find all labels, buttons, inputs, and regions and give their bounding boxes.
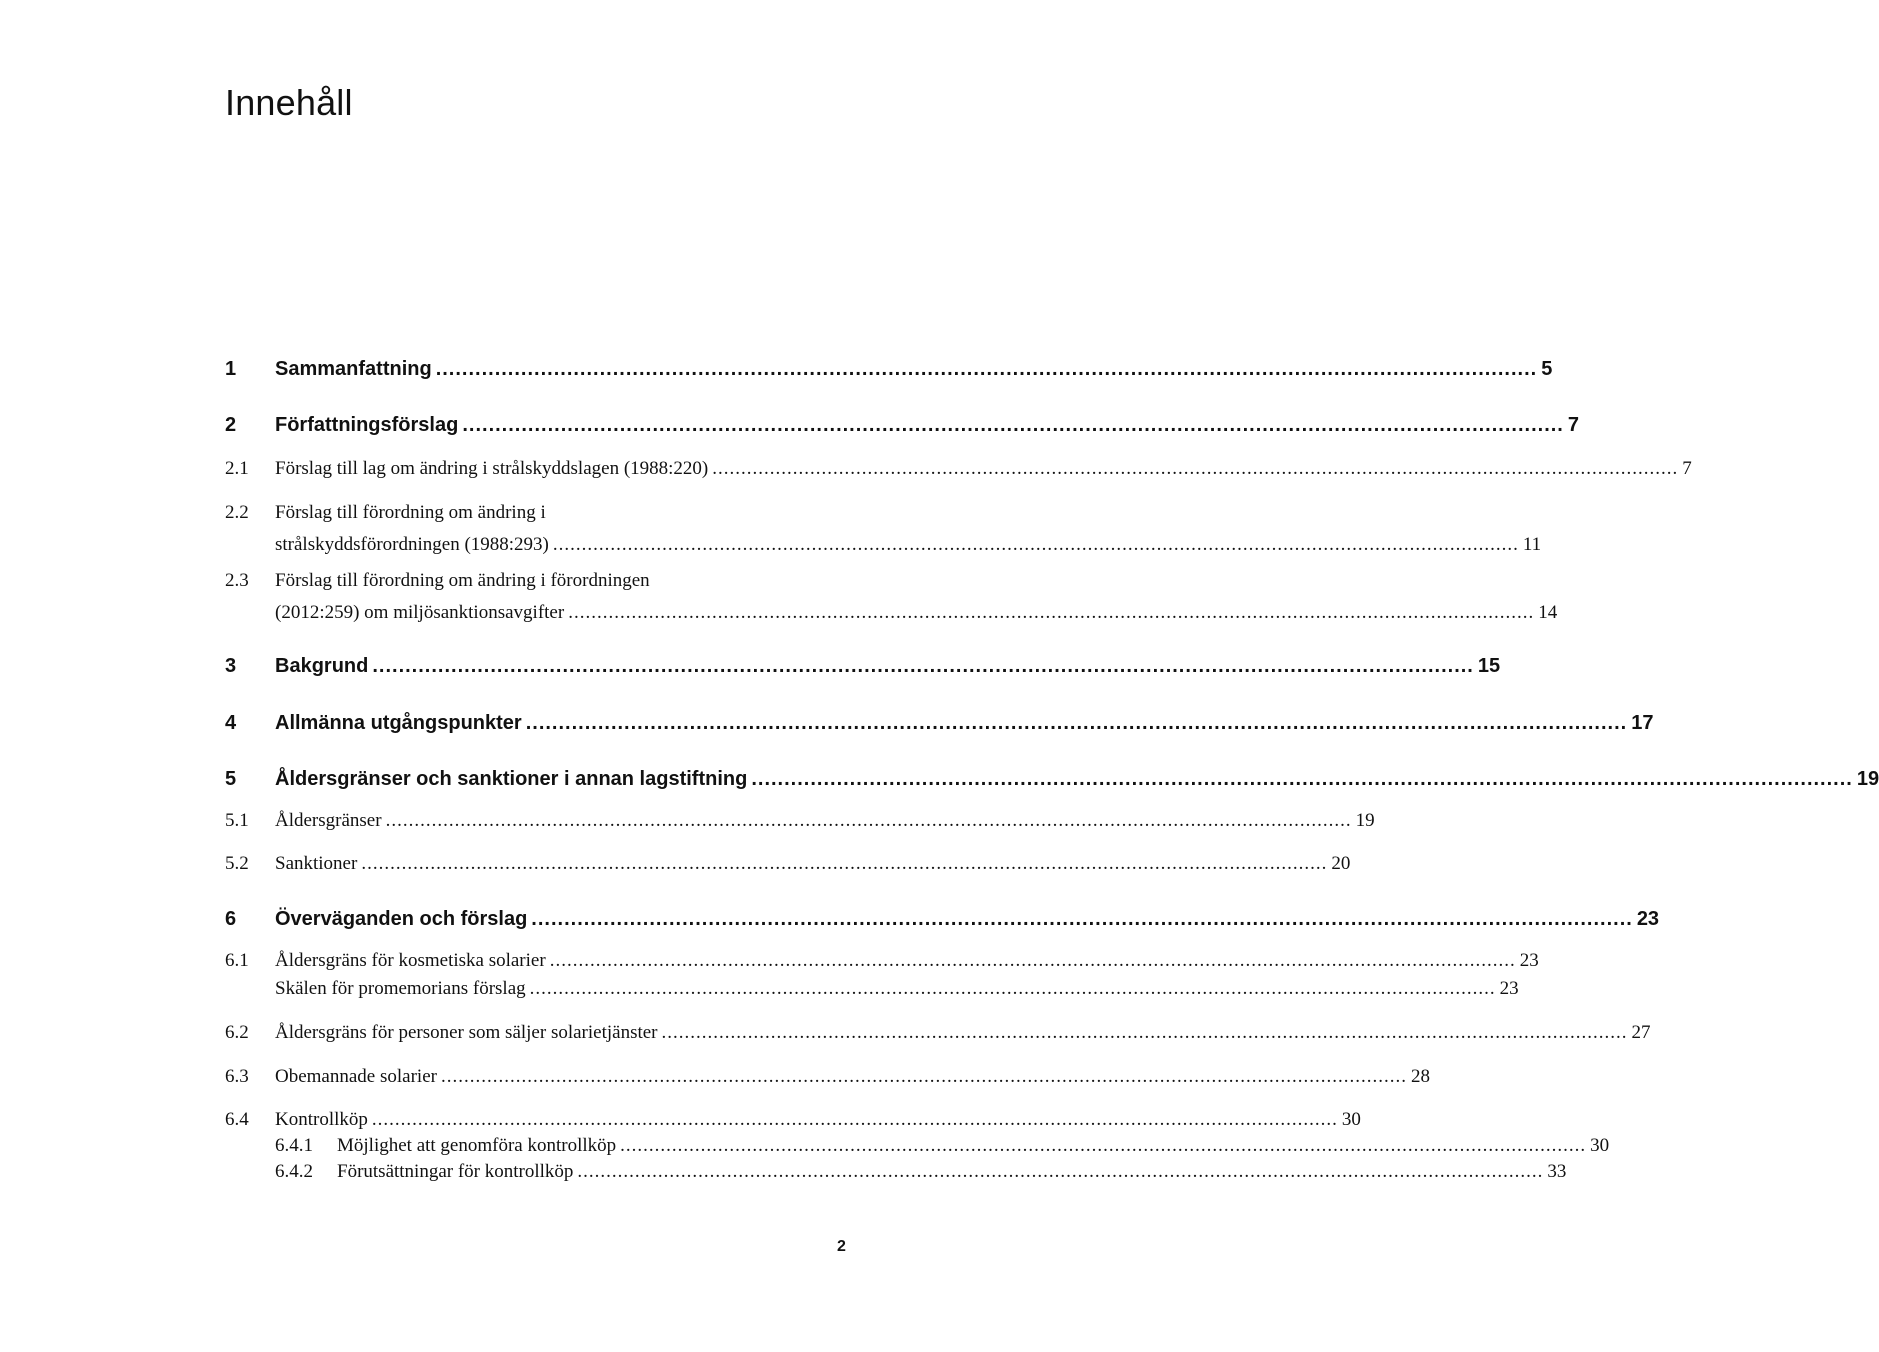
toc-chapter-3[interactable] [225,655,1501,689]
toc-leader: ........................................................................................................................................................................ [661,1022,1628,1043]
toc-page: 23 [1499,978,1519,999]
toc-label: Allmänna utgångspunkter [275,712,522,734]
toc-section-5-2[interactable] [225,853,1351,887]
toc-label: Åldersgränser och sanktioner i annan lagstiftning [275,768,748,790]
toc-number: 2.2 [225,502,249,523]
toc-page: 7 [1682,458,1692,479]
toc-leader: ........................................................................................................................................................................ [440,1066,1407,1087]
toc-page: 14 [1538,602,1558,623]
toc-number: 6.2 [225,1022,249,1043]
toc-label: Obemannade solarier [275,1066,437,1087]
toc-leader: ........................................................................................................................................................................ [525,712,1628,734]
toc-label: Åldersgräns för kosmetiska solarier [275,950,546,971]
toc-label: Författningsförslag [275,414,459,436]
toc-number: 5 [225,768,237,790]
toc-leader: ........................................................................................................................................................................ [568,602,1535,623]
toc-chapter-6[interactable] [225,908,1660,942]
toc-label: Åldersgränser [275,810,382,831]
toc-chapter-2[interactable] [225,414,1579,448]
toc-subheading-skalen[interactable] [225,978,1519,1012]
toc-page: 17 [1631,712,1654,734]
toc-leader: ........................................................................................................................................................................ [435,358,1538,380]
toc-number: 5.2 [225,853,249,874]
toc-leader: ........................................................................................................................................................................ [529,978,1496,999]
toc-page: 23 [1519,950,1539,971]
toc-label: Sammanfattning [275,358,432,380]
toc-chapter-4[interactable] [225,712,1654,746]
toc-page: 28 [1410,1066,1430,1087]
toc-section-2-3[interactable] [225,570,1558,636]
toc-number: 6.4 [225,1109,249,1130]
toc-section-2-2[interactable] [225,502,1542,568]
toc-label: Överväganden och förslag [275,908,528,930]
toc-page: 15 [1477,655,1501,677]
toc-leader: ........................................................................................................................................................................ [549,950,1516,971]
toc-label: Bakgrund [275,655,369,677]
toc-leader: ........................................................................................................................................................................ [531,908,1633,930]
toc-page: 30 [1590,1135,1610,1156]
toc-page: 19 [1355,810,1375,831]
toc-label: Förslag till lag om ändring i strålskyddslagen (1988:220) [275,458,709,479]
toc-number: 6.3 [225,1066,249,1087]
toc-leader: ........................................................................................................................................................................ [577,1161,1544,1182]
toc-chapter-1[interactable] [225,358,1553,392]
toc-leader: ........................................................................................................................................................................ [712,458,1679,479]
toc-leader: ........................................................................................................................................................................ [361,853,1328,874]
toc-page: 23 [1636,908,1660,930]
toc-number: 4 [225,712,237,734]
page-title: Innehåll [225,82,353,123]
toc-page: 11 [1522,534,1542,555]
toc-label: Sanktioner [275,853,358,874]
toc-number: 1 [225,358,237,380]
toc-section-5-1[interactable] [225,810,1375,844]
toc-number: 6.4.1 [275,1135,313,1156]
toc-label-line-1: Förslag till förordning om ändring i [275,502,546,523]
toc-leader: ........................................................................................................................................................................ [371,1109,1338,1130]
table-of-contents [225,0,1879,1352]
toc-label: Möjlighet att genomföra kontrollköp [337,1135,617,1156]
toc-label: Förutsättningar för kontrollköp [337,1161,574,1182]
toc-label-line-2: strålskyddsförordningen (1988:293) [275,534,549,555]
toc-page: 5 [1541,358,1553,380]
toc-page: 27 [1631,1022,1651,1043]
toc-subsection-6-4-2[interactable] [275,1161,1567,1195]
toc-label: Åldersgräns för personer som säljer solarietjänster [275,1022,658,1043]
toc-leader: ........................................................................................................................................................................ [552,534,1519,555]
toc-leader: ........................................................................................................................................................................ [751,768,1853,790]
toc-number: 6.4.2 [275,1161,313,1182]
toc-chapter-5[interactable] [225,768,1879,802]
toc-number: 5.1 [225,810,249,831]
toc-leader: ........................................................................................................................................................................ [385,810,1352,831]
toc-number: 6.1 [225,950,249,971]
toc-leader: ........................................................................................................................................................................ [372,655,1474,677]
toc-label: Kontrollköp [275,1109,368,1130]
toc-leader: ........................................................................................................................................................................ [620,1135,1587,1156]
toc-label-line-2: (2012:259) om miljösanktionsavgifter [275,602,565,623]
toc-number: 6 [225,908,237,930]
toc-number: 2.1 [225,458,249,479]
toc-section-6-2[interactable] [225,1022,1651,1056]
toc-section-6-3[interactable] [225,1066,1430,1100]
toc-label: Skälen för promemorians förslag [275,978,526,999]
toc-page: 7 [1567,414,1579,436]
page-number: 2 [837,1238,846,1255]
toc-section-2-1[interactable] [225,458,1692,492]
toc-page: 30 [1341,1109,1361,1130]
toc-page: 33 [1547,1161,1567,1182]
toc-number: 2 [225,414,237,436]
toc-page: 19 [1856,768,1879,790]
toc-number: 2.3 [225,570,249,591]
toc-label-line-1: Förslag till förordning om ändring i förordningen [275,570,650,591]
toc-number: 3 [225,655,237,677]
toc-leader: ........................................................................................................................................................................ [462,414,1564,436]
toc-page: 20 [1331,853,1351,874]
